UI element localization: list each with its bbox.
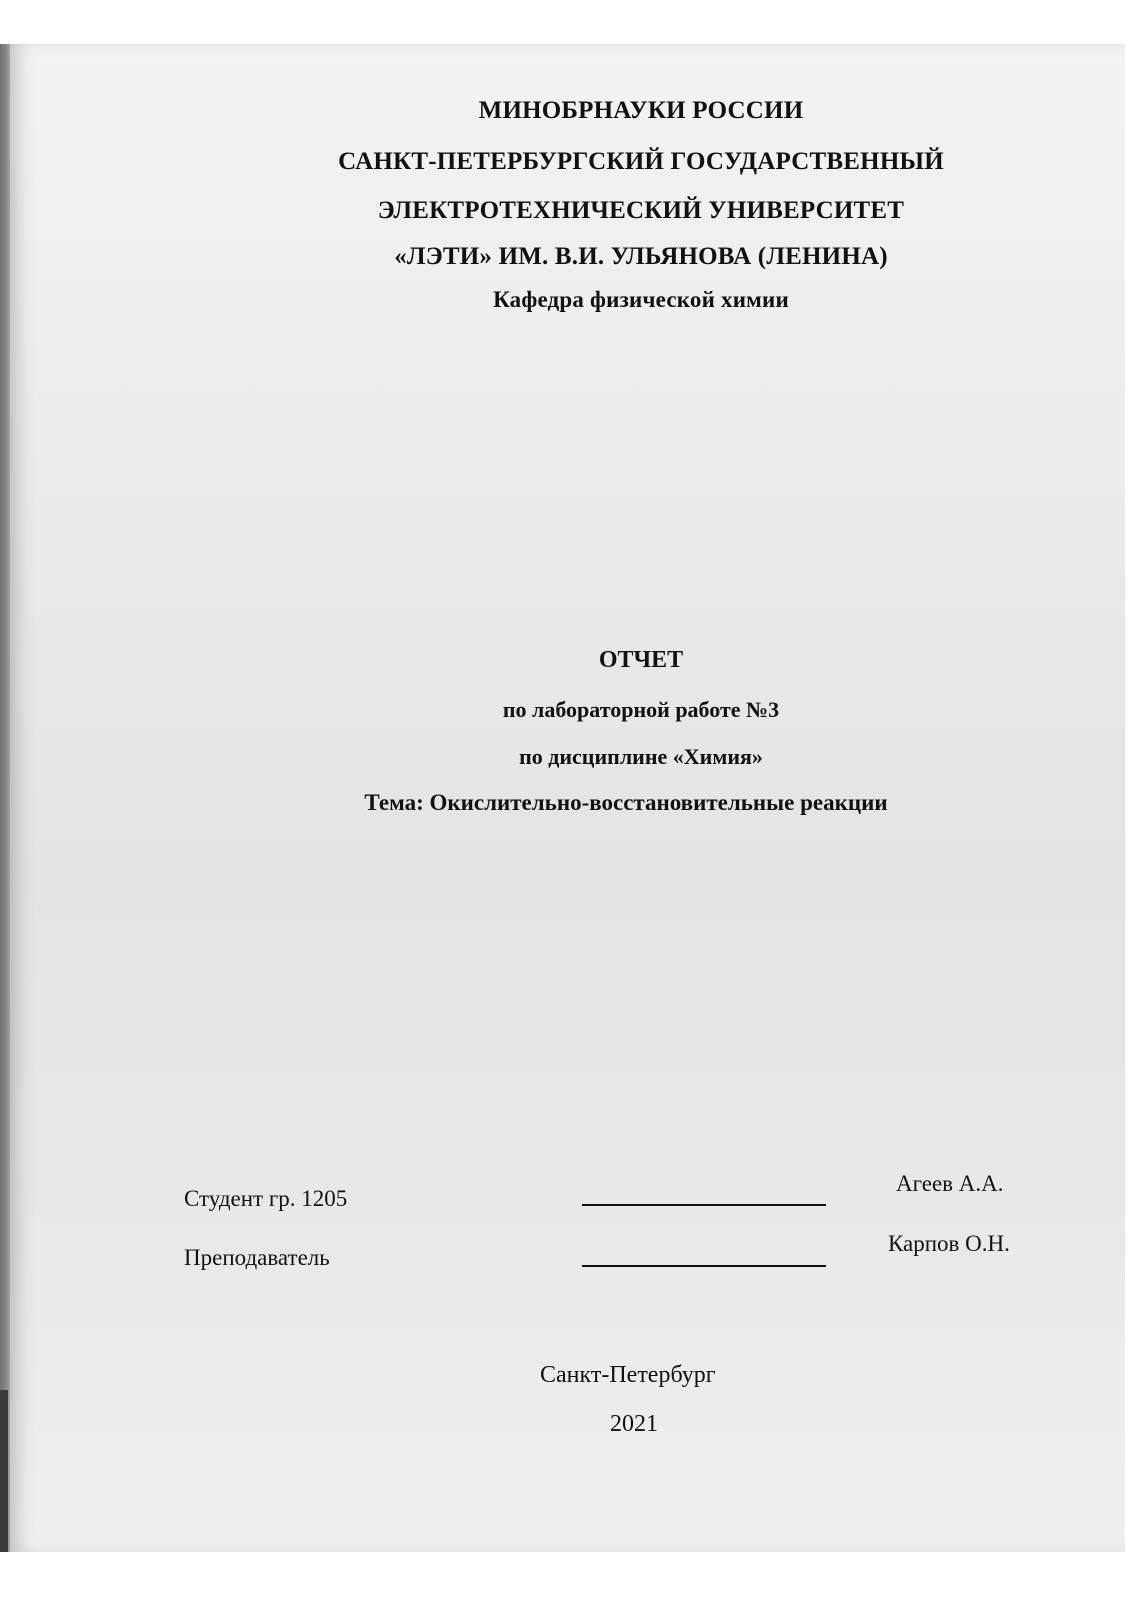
student-name: Агеев А.А. [896,1171,1004,1196]
year: 2021 [610,1411,658,1437]
teacher-signature-line [582,1265,826,1267]
city-name: Санкт-Петербург [540,1362,716,1388]
department-name: Кафедра физической химии [493,287,789,312]
teacher-role-label: Преподаватель [184,1245,330,1270]
lab-work-line: по лабораторной работе №3 [502,697,780,722]
photo-background-shadow [0,1390,8,1552]
report-title: ОТЧЕТ [598,647,684,673]
student-role-label: Студент гр. 1205 [184,1186,348,1211]
university-name-line-2: ЭЛЕКТРОТЕХНИЧЕСКИЙ УНИВЕРСИТЕТ [377,197,905,224]
student-signature-line [582,1204,826,1206]
university-name-line-3: «ЛЭТИ» ИМ. В.И. УЛЬЯНОВА (ЛЕНИНА) [394,243,888,270]
discipline-line: по дисциплине «Химия» [519,744,763,769]
ministry-heading: МИНОБРНАУКИ РОССИИ [478,97,804,124]
paper-sheet [10,44,1125,1552]
university-name-line-1: САНКТ-ПЕТЕРБУРГСКИЙ ГОСУДАРСТВЕННЫЙ [338,148,944,175]
topic-line: Тема: Окислительно-восстановительные реакции [364,790,888,815]
teacher-name: Карпов О.Н. [888,1231,1010,1256]
